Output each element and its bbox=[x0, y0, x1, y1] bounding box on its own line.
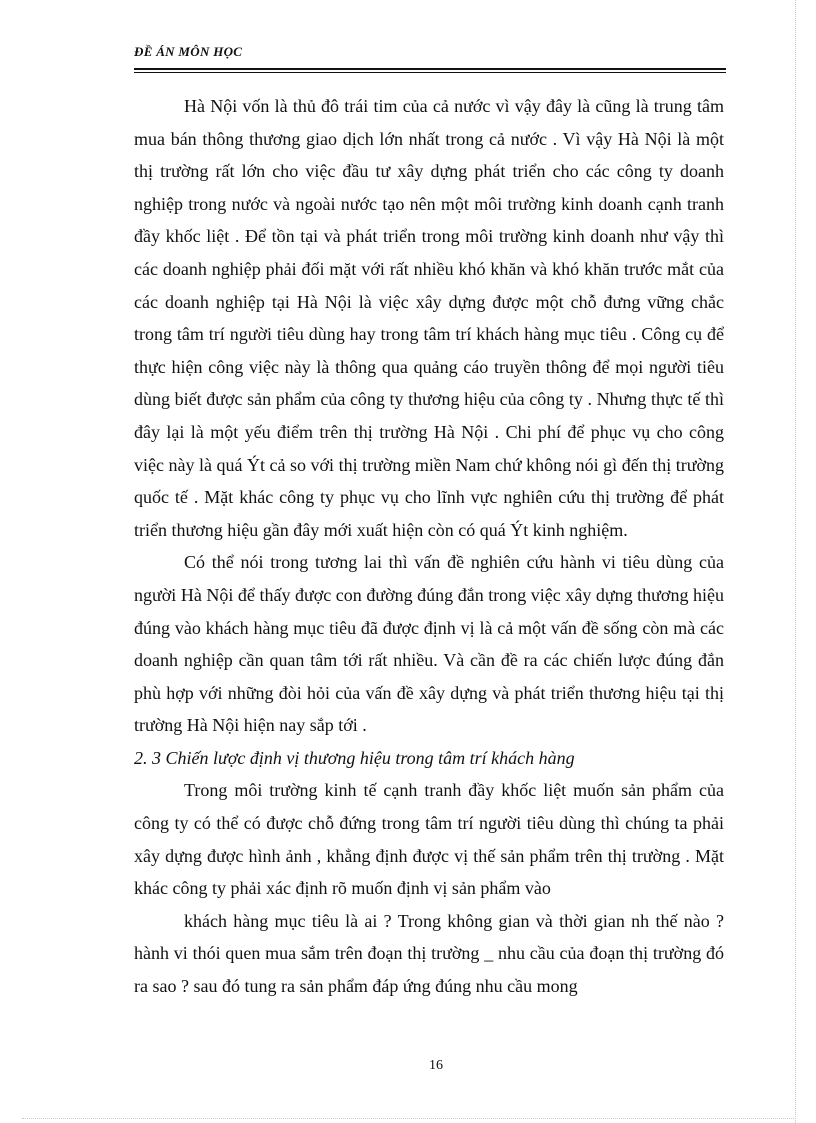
page-border-right bbox=[795, 0, 796, 1123]
page-number: 16 bbox=[429, 1058, 443, 1073]
paragraph-2: Có thể nói trong tương lai thì vấn đề nghiên cứu hành vi tiêu dùng của người Hà Nội để thấy được con đường đúng đắn trong việc xây dựng thương hiệu đúng vào khách hàng mục tiêu đã được định vị là cả một vấn đề sống còn mà các doanh nghiệp cần quan tâm tới rất nhiều. Và cần đề ra các chiến lược đúng đắn phù hợp với những đòi hỏi của vấn đề xây dựng và phát triển thương hiệu tại thị trường Hà Nội hiện nay sắp tới . bbox=[134, 552, 724, 736]
paragraph-4: khách hàng mục tiêu là ai ? Trong không gian và thời gian nh thế nào ? hành vi thói quen mua sắm trên đoạn thị trường _ nhu cầu của đoạn thị trường đó ra sao ? sau đó tung ra sản phẩm đáp ứng đúng nhu cầu mong bbox=[134, 910, 724, 997]
page-border-bottom bbox=[22, 1118, 794, 1119]
paragraph-1: Hà Nội vốn là thủ đô trái tim của cả nước vì vậy đây là cũng là trung tâm mua bán thông thương giao dịch lớn nhất trong cả nước . Vì vậy Hà Nội là một thị trường rất lớn cho việc đầu tư xây dựng phát triển cho các công ty doanh nghiệp trong nước và ngoài nước tạo nên một môi trường kinh doanh cạnh tranh đầy khốc liệt . Để tồn tại và phát triển trong môi trường kinh doanh như vậy thì các doanh nghiệp phải đối mặt với rất nhiều khó khăn và khó khăn trước mắt của các doanh nghiệp tại Hà Nội là việc xây dựng được một chỗ đưng vững chắc trong tâm trí người tiêu dùng hay trong tâm trí khách hàng mục tiêu . Công cụ để thực hiện công việc này là thông qua quảng cáo truyền thông để mọi người tiêu dùng biết được sản phẩm của công ty thương hiệu của công ty . Nhưng thực tế thì đây lại là một yếu điểm trên thị trường Hà Nội . Chi phí để phục vụ cho công việc này là quá Ýt cả so với thị trường miền Nam chứ không nói gì đến thị trường quốc tế . Mặt khác công ty phục vụ cho lĩnh vực nghiên cứu thị trường để phát triển thương hiệu gần đây mới xuất hiện còn có quá Ýt kinh nghiệm. bbox=[134, 96, 724, 540]
running-header: ĐỀ ÁN MÔN HỌC bbox=[134, 44, 243, 59]
paragraph-3: Trong môi trường kinh tế cạnh tranh đầy khốc liệt muốn sản phẩm của công ty có thể có được chỗ đứng trong tâm trí người tiêu dùng thì chúng ta phải xây dựng được hình ảnh , khẳng định được vị thế sản phẩm trên thị trường . Mặt khác công ty phải xác định rõ muốn định vị sản phẩm vào bbox=[134, 780, 724, 899]
header-rule-thick bbox=[134, 68, 726, 70]
header-rule-thin bbox=[134, 72, 726, 73]
section-heading: 2. 3 Chiến lược định vị thương hiệu trong tâm trí khách hàng bbox=[134, 747, 575, 768]
body-text bbox=[134, 90, 724, 1003]
